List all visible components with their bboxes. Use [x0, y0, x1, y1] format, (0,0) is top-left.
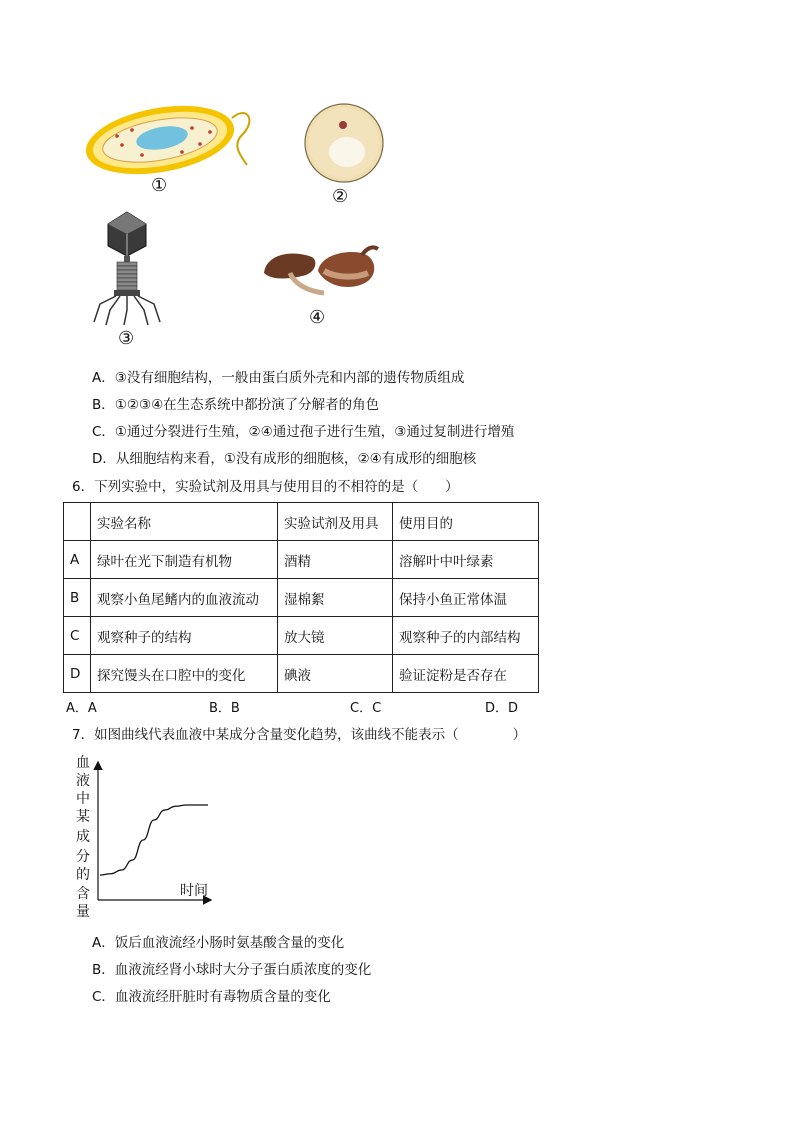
table-cell: 观察小鱼尾鳍内的血液流动 — [91, 579, 278, 617]
y-label-char: 液 — [76, 773, 90, 789]
figure-mushroom — [262, 243, 382, 301]
table-cell: 观察种子的内部结构 — [393, 617, 539, 655]
table-header-cell: 使用目的 — [393, 503, 539, 541]
table-row — [64, 579, 539, 617]
y-label-char: 某 — [76, 809, 90, 825]
q5-option-d: D．从细胞结构来看，①没有成形的细胞核，②④有成形的细胞核 — [92, 451, 477, 467]
table-cell: A — [64, 541, 91, 579]
q6-answer-b: B．B — [209, 701, 240, 716]
table-row — [64, 541, 539, 579]
y-label-char: 中 — [76, 791, 90, 807]
q5-option-c: C．①通过分裂进行生殖，②④通过孢子进行生殖，③通过复制进行增殖 — [92, 424, 515, 440]
figure-label-2: ② — [332, 186, 349, 207]
table-cell: 湿棉絮 — [278, 579, 393, 617]
table-cell: 观察种子的结构 — [91, 617, 278, 655]
cell-illustration — [303, 102, 385, 184]
table-cell: 酒精 — [278, 541, 393, 579]
y-label-char: 分 — [76, 849, 90, 865]
y-label-char: 含 — [76, 886, 90, 902]
y-label-char: 成 — [76, 829, 90, 845]
mushroom-illustration — [262, 243, 382, 301]
virus-illustration — [90, 210, 165, 328]
experiment-table — [63, 502, 539, 693]
table-cell: 放大镜 — [278, 617, 393, 655]
table-cell: C — [64, 617, 91, 655]
q6-answer-c: C．C — [350, 701, 382, 716]
bacterium-illustration — [82, 100, 262, 180]
table-cell: 保持小鱼正常体温 — [393, 579, 539, 617]
table-header-cell — [64, 503, 91, 541]
chart-curve — [100, 805, 208, 875]
table-cell: 碘液 — [278, 655, 393, 693]
table-cell: 溶解叶中叶绿素 — [393, 541, 539, 579]
q7-option-b: B．血液流经肾小球时大分子蛋白质浓度的变化 — [92, 962, 372, 978]
table-row — [64, 617, 539, 655]
table-header-cell: 实验试剂及用具 — [278, 503, 393, 541]
q5-option-b: B．①②③④在生态系统中都扮演了分解者的角色 — [92, 397, 380, 413]
table-header-cell: 实验名称 — [91, 503, 278, 541]
figure-yeast-cell — [303, 102, 385, 184]
table-cell: 绿叶在光下制造有机物 — [91, 541, 278, 579]
y-label-char: 血 — [76, 755, 90, 771]
table-cell: B — [64, 579, 91, 617]
table-header-row — [64, 503, 539, 541]
y-label-char: 量 — [76, 904, 90, 920]
q7-option-a: A．饭后血液流经小肠时氨基酸含量的变化 — [92, 935, 345, 951]
figure-bacteriophage — [90, 210, 165, 328]
y-label-char: 的 — [76, 867, 90, 883]
figure-label-3: ③ — [118, 328, 135, 349]
x-axis-label: 时间 — [180, 883, 208, 899]
figure-label-4: ④ — [309, 307, 326, 328]
q7-stem: 7．如图曲线代表血液中某成分含量变化趋势，该曲线不能表示（ ） — [72, 727, 527, 743]
figure-label-1: ① — [151, 175, 168, 196]
q6-stem: 6．下列实验中，实验试剂及用具与使用目的不相符的是（ ） — [72, 479, 459, 495]
table-row — [64, 655, 539, 693]
q5-option-a: A．③没有细胞结构，一般由蛋白质外壳和内部的遗传物质组成 — [92, 370, 465, 386]
figure-bacterium — [82, 100, 262, 180]
table-cell: 验证淀粉是否存在 — [393, 655, 539, 693]
q6-answer-d: D．D — [485, 701, 519, 716]
q7-option-c: C．血液流经肝脏时有毒物质含量的变化 — [92, 989, 331, 1005]
table-cell: 探究馒头在口腔中的变化 — [91, 655, 278, 693]
q6-answer-a: A．A — [66, 701, 97, 716]
table-cell: D — [64, 655, 91, 693]
